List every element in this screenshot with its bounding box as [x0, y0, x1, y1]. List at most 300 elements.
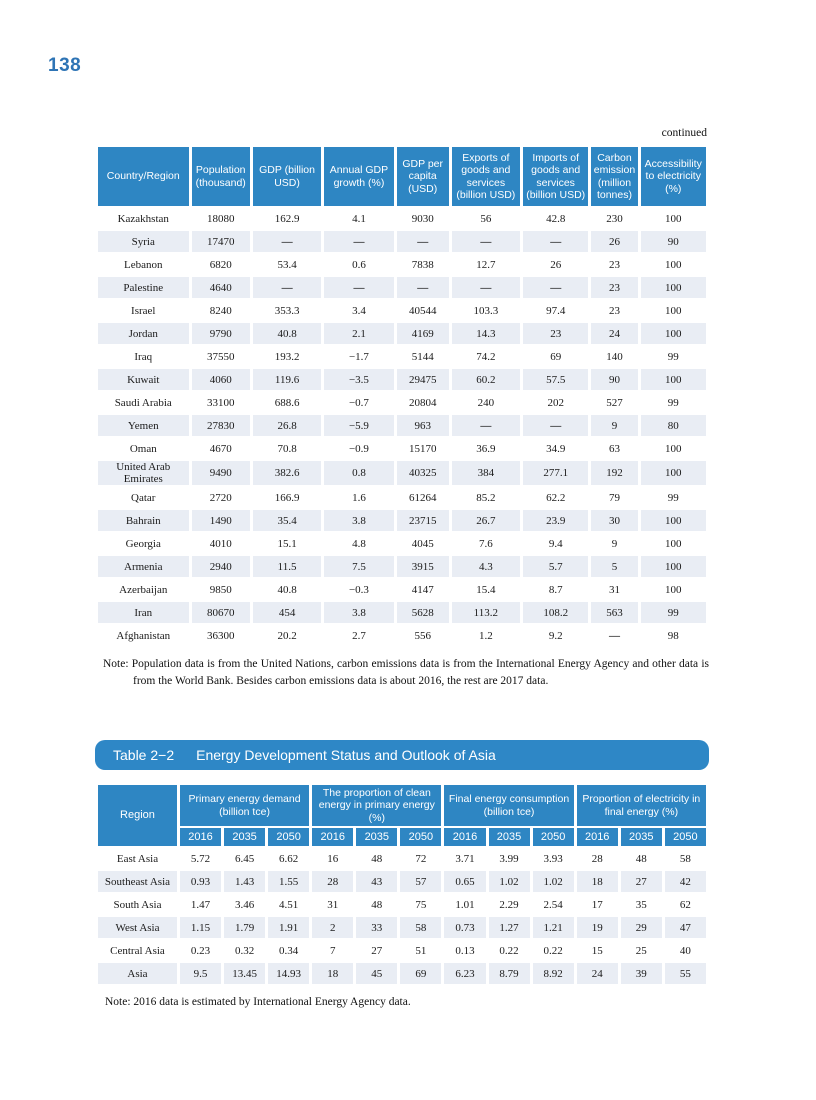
value-cell: 0.65 — [444, 871, 485, 892]
year-header: 2050 — [268, 828, 309, 846]
value-cell: 556 — [414, 629, 431, 642]
year-header: 2035 — [224, 828, 265, 846]
value-cell: 9790 — [192, 323, 250, 344]
value-cell: — — [324, 231, 393, 252]
value-cell: 27 — [621, 871, 662, 892]
value-cell: 100 — [641, 369, 706, 390]
value-cell: 63 — [608, 442, 620, 455]
value-cell: 1.91 — [268, 917, 309, 938]
value-cell: 9.4 — [548, 537, 563, 550]
value-cell: 42.8 — [546, 212, 566, 225]
value-cell: −0.9 — [348, 442, 369, 455]
value-cell: 99 — [667, 350, 679, 363]
value-cell: — — [452, 415, 520, 436]
value-cell: 53.4 — [277, 258, 297, 271]
value-cell: 97.4 — [546, 304, 566, 317]
value-cell: 70.8 — [277, 442, 297, 455]
table-row — [98, 848, 706, 869]
value-cell: — — [452, 277, 520, 298]
value-cell: 1.02 — [489, 871, 530, 892]
value-cell: — — [523, 415, 588, 436]
continued-label: continued — [661, 127, 707, 139]
value-cell: 69 — [550, 350, 562, 363]
value-cell: 26.7 — [452, 510, 520, 531]
region-cell: Israel — [131, 304, 156, 317]
region-cell: South Asia — [113, 898, 162, 911]
value-cell: 140 — [606, 350, 623, 363]
value-cell: 119.6 — [253, 369, 321, 390]
value-cell: 688.6 — [274, 396, 300, 409]
value-cell: 353.3 — [274, 304, 300, 317]
value-cell: 4.8 — [352, 537, 366, 550]
value-cell: 90 — [641, 231, 706, 252]
value-cell: 527 — [606, 396, 623, 409]
page-number: 138 — [48, 55, 82, 76]
value-cell: 31 — [327, 898, 339, 911]
value-cell: 35.4 — [253, 510, 321, 531]
value-cell: 69 — [400, 963, 441, 984]
value-cell: 100 — [641, 510, 706, 531]
value-cell: 1.2 — [478, 629, 493, 642]
value-cell: 39 — [621, 963, 662, 984]
value-cell: — — [523, 231, 588, 252]
value-cell: 16 — [327, 852, 339, 865]
value-cell: 7.5 — [324, 556, 393, 577]
value-cell: 100 — [641, 556, 706, 577]
value-cell: 57.5 — [523, 369, 588, 390]
value-cell: 14.3 — [452, 323, 520, 344]
value-cell: 35 — [635, 898, 647, 911]
value-cell: 0.32 — [234, 944, 255, 957]
value-cell: 55 — [665, 963, 706, 984]
value-cell: 1.02 — [533, 871, 574, 892]
year-header: 2035 — [621, 828, 662, 846]
value-cell: 40325 — [397, 461, 449, 485]
value-cell: 4010 — [209, 537, 232, 550]
value-cell: 2940 — [192, 556, 250, 577]
table-row — [98, 894, 706, 915]
value-cell: 166.9 — [274, 491, 300, 504]
table-row — [98, 392, 706, 413]
value-cell: 4045 — [411, 537, 434, 550]
region-cell: Syria — [98, 231, 189, 252]
value-cell: 8.79 — [489, 963, 530, 984]
value-cell: 61264 — [408, 491, 437, 504]
value-cell: 100 — [665, 304, 682, 317]
value-cell: 963 — [397, 415, 449, 436]
table2-banner-label: Table 2−2 — [113, 747, 175, 763]
value-cell: 47 — [665, 917, 706, 938]
value-cell: 454 — [253, 602, 321, 623]
region-cell: Iran — [98, 602, 189, 623]
table-row — [98, 940, 706, 961]
value-cell: 15.1 — [277, 537, 297, 550]
value-cell: 0.13 — [455, 944, 475, 957]
value-cell: 18 — [577, 871, 618, 892]
table-row — [98, 487, 706, 508]
year-header-row — [98, 828, 706, 846]
value-cell: 1.55 — [268, 871, 309, 892]
value-cell: 62.2 — [546, 491, 566, 504]
year-header: 2016 — [577, 828, 618, 846]
value-cell: 193.2 — [274, 350, 300, 363]
value-cell: 9490 — [192, 461, 250, 485]
value-cell: — — [253, 277, 321, 298]
value-cell: 1.27 — [489, 917, 530, 938]
value-cell: 31 — [608, 583, 620, 596]
column-header: GDP per capita (USD) — [397, 147, 449, 206]
table2-note: Note: 2016 data is estimated by International Energy Agency data. — [105, 996, 411, 1009]
table-row — [98, 277, 706, 298]
value-cell: 384 — [452, 461, 520, 485]
value-cell: 4060 — [192, 369, 250, 390]
value-cell: 72 — [415, 852, 427, 865]
value-cell: — — [452, 231, 520, 252]
year-header: 2050 — [665, 828, 706, 846]
value-cell: −3.5 — [324, 369, 393, 390]
value-cell: 58 — [400, 917, 441, 938]
table-row — [98, 346, 706, 367]
value-cell: 40 — [679, 944, 691, 957]
region-cell: United Arab Emirates — [98, 461, 189, 485]
value-cell: 100 — [665, 537, 682, 550]
region-header: Region — [98, 785, 177, 846]
region-cell: Bahrain — [98, 510, 189, 531]
value-cell: 98 — [667, 629, 679, 642]
group-header-row — [98, 785, 706, 826]
value-cell: 100 — [641, 323, 706, 344]
value-cell: 230 — [606, 212, 623, 225]
value-cell: 4640 — [192, 277, 250, 298]
value-cell: 100 — [665, 583, 682, 596]
value-cell: 7838 — [411, 258, 434, 271]
value-cell: 24 — [591, 323, 637, 344]
value-cell: — — [523, 277, 588, 298]
value-cell: 36.9 — [476, 442, 496, 455]
value-cell: −0.7 — [348, 396, 369, 409]
value-cell: 563 — [591, 602, 637, 623]
value-cell: 103.3 — [473, 304, 499, 317]
value-cell: 26 — [591, 231, 637, 252]
value-cell: 6.62 — [279, 852, 299, 865]
value-cell: 3.71 — [455, 852, 475, 865]
value-cell: 74.2 — [476, 350, 496, 363]
value-cell: 29475 — [397, 369, 449, 390]
value-cell: 0.34 — [279, 944, 299, 957]
value-cell: 9850 — [209, 583, 232, 596]
group-header: Proportion of electricity in final energy (%) — [577, 785, 706, 826]
value-cell: 6820 — [209, 258, 232, 271]
value-cell: 1.15 — [180, 917, 221, 938]
table-row — [98, 556, 706, 577]
value-cell: 99 — [667, 491, 679, 504]
value-cell: 100 — [641, 277, 706, 298]
value-cell: 23715 — [397, 510, 449, 531]
table-row — [98, 533, 706, 554]
value-cell: 2.54 — [543, 898, 563, 911]
value-cell: 4147 — [411, 583, 434, 596]
year-header: 2050 — [533, 828, 574, 846]
value-cell: 9 — [591, 415, 637, 436]
value-cell: 34.9 — [546, 442, 566, 455]
value-cell: 1.01 — [455, 898, 475, 911]
column-header: GDP (billion USD) — [253, 147, 321, 206]
year-header: 2016 — [312, 828, 353, 846]
year-header: 2016 — [444, 828, 485, 846]
region-cell: East Asia — [116, 852, 159, 865]
value-cell: — — [608, 629, 620, 642]
value-cell: 202 — [547, 396, 564, 409]
table-row — [98, 602, 706, 623]
region-cell: Oman — [129, 442, 157, 455]
value-cell: 80670 — [192, 602, 250, 623]
value-cell: 100 — [665, 258, 682, 271]
value-cell: 19 — [577, 917, 618, 938]
value-cell: 7 — [329, 944, 336, 957]
value-cell: 28 — [591, 852, 603, 865]
value-cell: 56 — [480, 212, 492, 225]
value-cell: 5 — [591, 556, 637, 577]
value-cell: 162.9 — [274, 212, 300, 225]
value-cell: 25 — [635, 944, 647, 957]
value-cell: 2.1 — [324, 323, 393, 344]
value-cell: 29 — [621, 917, 662, 938]
region-cell: Iraq — [134, 350, 153, 363]
value-cell: 17470 — [192, 231, 250, 252]
table-row — [98, 254, 706, 275]
value-cell: 0.22 — [543, 944, 563, 957]
value-cell: 58 — [679, 852, 691, 865]
region-cell: Azerbaijan — [119, 583, 168, 596]
value-cell: 3.46 — [234, 898, 255, 911]
table-row — [98, 963, 706, 984]
value-cell: 0.6 — [352, 258, 366, 271]
value-cell: 13.45 — [224, 963, 265, 984]
value-cell: 8.7 — [548, 583, 563, 596]
value-cell: — — [324, 277, 393, 298]
year-header: 2035 — [356, 828, 397, 846]
value-cell: 0.22 — [499, 944, 519, 957]
table2-banner — [95, 740, 709, 770]
value-cell: 108.2 — [523, 602, 588, 623]
column-header: Carbon emission (million tonnes) — [591, 147, 637, 206]
table1-note: Note: Population data is from the United Nations, carbon emissions data is from the International Energy Agency and other data is from the World Bank. Besides carbon emissions data is about 2016, the rest are 2017 data. — [103, 658, 709, 687]
value-cell: 2.29 — [499, 898, 519, 911]
value-cell: 9.5 — [180, 963, 221, 984]
value-cell: 3915 — [397, 556, 449, 577]
value-cell: — — [253, 231, 321, 252]
column-header: Country/Region — [98, 147, 189, 206]
value-cell: 37550 — [206, 350, 235, 363]
value-cell: 62 — [679, 898, 691, 911]
value-cell: 192 — [591, 461, 637, 485]
value-cell: — — [397, 231, 449, 252]
country-table-header-row — [98, 147, 706, 206]
value-cell: 8.92 — [533, 963, 574, 984]
value-cell: 6.23 — [444, 963, 485, 984]
value-cell: 3.8 — [324, 602, 393, 623]
energy-table-body — [98, 848, 706, 984]
table-row — [98, 871, 706, 892]
value-cell: 23.9 — [523, 510, 588, 531]
column-header: Accessibility to electricity (%) — [641, 147, 706, 206]
value-cell: 0.93 — [180, 871, 221, 892]
value-cell: 0.8 — [324, 461, 393, 485]
value-cell: 2 — [312, 917, 353, 938]
year-header: 2035 — [489, 828, 530, 846]
value-cell: 18080 — [206, 212, 235, 225]
value-cell: 85.2 — [476, 491, 496, 504]
value-cell: 113.2 — [452, 602, 520, 623]
energy-table-header — [98, 785, 706, 846]
group-header: Primary energy demand (billion tce) — [180, 785, 309, 826]
value-cell: 100 — [665, 442, 682, 455]
value-cell: 99 — [667, 396, 679, 409]
value-cell: 27 — [371, 944, 383, 957]
value-cell: 18 — [312, 963, 353, 984]
value-cell: 15 — [591, 944, 603, 957]
value-cell: 8240 — [209, 304, 232, 317]
table-row — [98, 438, 706, 459]
region-cell: Palestine — [98, 277, 189, 298]
region-cell: Lebanon — [124, 258, 163, 271]
table-row — [98, 917, 706, 938]
value-cell: 3.93 — [543, 852, 563, 865]
value-cell: 26 — [550, 258, 562, 271]
column-header: Annual GDP growth (%) — [324, 147, 393, 206]
content-area — [95, 127, 709, 1011]
group-header: Final energy consumption (billion tce) — [444, 785, 573, 826]
value-cell: 48 — [635, 852, 647, 865]
table-row — [98, 369, 706, 390]
value-cell: 9030 — [411, 212, 434, 225]
value-cell: 2.7 — [352, 629, 366, 642]
region-cell: Georgia — [125, 537, 161, 550]
year-header: 2016 — [180, 828, 221, 846]
table-row — [98, 579, 706, 600]
value-cell: 3.99 — [499, 852, 519, 865]
value-cell: 14.93 — [268, 963, 309, 984]
value-cell: 1.47 — [190, 898, 211, 911]
value-cell: 45 — [356, 963, 397, 984]
value-cell: −1.7 — [348, 350, 369, 363]
value-cell: 3.4 — [352, 304, 366, 317]
value-cell: 11.5 — [253, 556, 321, 577]
value-cell: 5628 — [397, 602, 449, 623]
value-cell: 75 — [415, 898, 427, 911]
value-cell: 48 — [371, 852, 383, 865]
table-row — [98, 415, 706, 436]
value-cell: 0.73 — [444, 917, 485, 938]
value-cell: 1490 — [192, 510, 250, 531]
value-cell: 382.6 — [253, 461, 321, 485]
value-cell: 0.23 — [190, 944, 211, 957]
region-cell: Afghanistan — [116, 629, 171, 642]
value-cell: 20.2 — [277, 629, 297, 642]
table-row — [98, 625, 706, 646]
value-cell: 23 — [591, 277, 637, 298]
region-cell: Kazakhstan — [117, 212, 169, 225]
value-cell: 24 — [577, 963, 618, 984]
value-cell: 36300 — [206, 629, 235, 642]
value-cell: 3.8 — [324, 510, 393, 531]
table-row — [98, 461, 706, 485]
table-row — [98, 323, 706, 344]
region-cell: Central Asia — [110, 944, 165, 957]
value-cell: 40.8 — [253, 323, 321, 344]
value-cell: 4.3 — [452, 556, 520, 577]
value-cell: 42 — [665, 871, 706, 892]
value-cell: 15.4 — [476, 583, 496, 596]
value-cell: 4670 — [209, 442, 232, 455]
value-cell: 12.7 — [476, 258, 496, 271]
value-cell: 48 — [371, 898, 383, 911]
country-data-table — [95, 145, 709, 648]
value-cell: 277.1 — [523, 461, 588, 485]
value-cell: 6.45 — [234, 852, 255, 865]
table-row — [98, 231, 706, 252]
value-cell: 2720 — [209, 491, 232, 504]
value-cell: 240 — [477, 396, 495, 409]
column-header: Exports of goods and services (billion USD) — [452, 147, 520, 206]
column-header: Imports of goods and services (billion USD) — [523, 147, 588, 206]
value-cell: 15170 — [408, 442, 437, 455]
value-cell: — — [397, 277, 449, 298]
value-cell: 9 — [611, 537, 618, 550]
value-cell: 1.79 — [224, 917, 265, 938]
value-cell: 100 — [641, 461, 706, 485]
value-cell: 99 — [641, 602, 706, 623]
value-cell: 79 — [608, 491, 620, 504]
energy-outlook-table — [95, 783, 709, 986]
value-cell: −5.9 — [324, 415, 393, 436]
value-cell: 23 — [608, 304, 620, 317]
value-cell: 4169 — [397, 323, 449, 344]
table2-banner-title: Energy Development Status and Outlook of Asia — [196, 747, 496, 763]
value-cell: 80 — [641, 415, 706, 436]
value-cell: 23 — [523, 323, 588, 344]
value-cell: 30 — [591, 510, 637, 531]
region-cell: Saudi Arabia — [114, 396, 172, 409]
table-row — [98, 510, 706, 531]
year-header: 2050 — [400, 828, 441, 846]
country-table-body — [98, 208, 706, 646]
value-cell: 100 — [665, 212, 682, 225]
value-cell: 17 — [591, 898, 603, 911]
value-cell: 40.8 — [277, 583, 297, 596]
value-cell: 4.51 — [279, 898, 299, 911]
value-cell: 26.8 — [253, 415, 321, 436]
value-cell: 28 — [312, 871, 353, 892]
value-cell: 7.6 — [478, 537, 493, 550]
value-cell: 1.6 — [352, 491, 366, 504]
value-cell: 4.1 — [352, 212, 366, 225]
region-cell: Qatar — [131, 491, 156, 504]
region-cell: Yemen — [98, 415, 189, 436]
region-cell: West Asia — [98, 917, 177, 938]
column-header: Population (thousand) — [192, 147, 250, 206]
value-cell: 23 — [608, 258, 620, 271]
group-header: The proportion of clean energy in primary energy (%) — [312, 785, 441, 826]
value-cell: 1.43 — [224, 871, 265, 892]
value-cell: 33100 — [206, 396, 235, 409]
table-row — [98, 300, 706, 321]
region-cell: Armenia — [98, 556, 189, 577]
value-cell: 1.21 — [533, 917, 574, 938]
region-cell: Kuwait — [98, 369, 189, 390]
value-cell: 27830 — [192, 415, 250, 436]
value-cell: 33 — [356, 917, 397, 938]
